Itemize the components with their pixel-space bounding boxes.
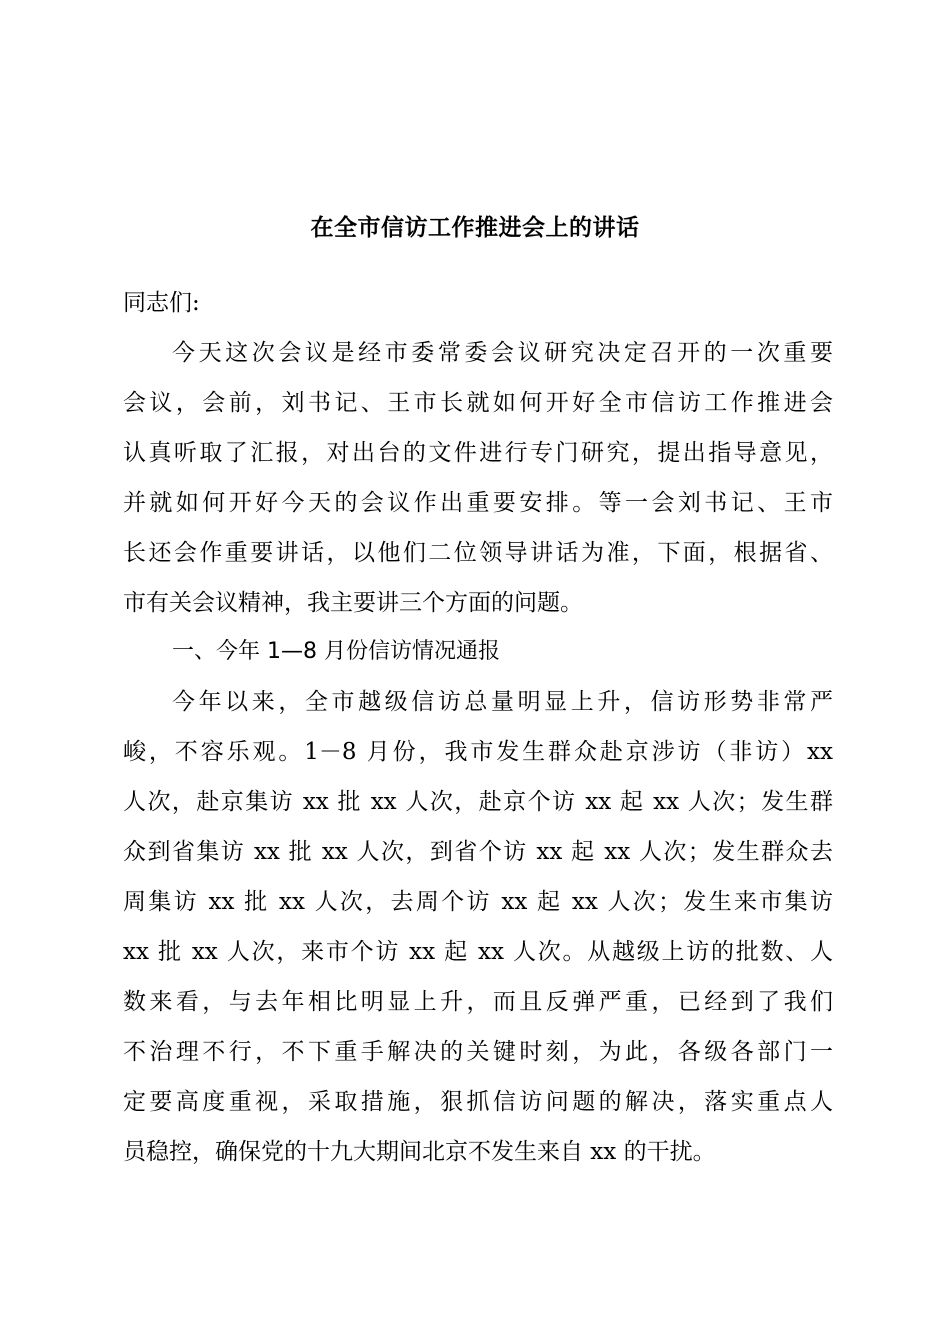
paragraph-1-line-2: 会议，会前，刘书记、王市长就如何开好全市信访工作推进会 — [123, 390, 833, 416]
document-title: 在全市信访工作推进会上的讲话 — [310, 215, 640, 241]
paragraph-2-line-9: 定要高度重视，采取措施，狠抓信访问题的解决，落实重点人 — [123, 1089, 833, 1115]
paragraph-2-line-10: 员稳控，确保党的十九大期间北京不发生来自 xx 的干扰。 — [123, 1139, 716, 1165]
paragraph-2-line-1: 今年以来，全市越级信访总量明显上升，信访形势非常严 — [172, 689, 833, 715]
paragraph-1-line-1: 今天这次会议是经市委常委会议研究决定召开的一次重要 — [172, 340, 833, 366]
paragraph-2-line-6: xx 批 xx 人次，来市个访 xx 起 xx 人次。从越级上访的批数、人 — [123, 939, 833, 965]
section-1-heading: 一、今年 1—8 月份信访情况通报 — [172, 639, 500, 664]
salutation: 同志们: — [123, 290, 200, 316]
paragraph-2-line-4: 众到省集访 xx 批 xx 人次，到省个访 xx 起 xx 人次；发生群众去 — [123, 839, 833, 865]
paragraph-1-line-5: 长还会作重要讲话，以他们二位领导讲话为准，下面，根据省、 — [123, 540, 833, 566]
paragraph-1-line-3: 认真听取了汇报，对出台的文件进行专门研究，提出指导意见， — [123, 440, 833, 466]
paragraph-1-line-6: 市有关会议精神，我主要讲三个方面的问题。 — [123, 590, 583, 616]
paragraph-2-line-3: 人次，赴京集访 xx 批 xx 人次，赴京个访 xx 起 xx 人次；发生群 — [123, 789, 833, 815]
paragraph-2-line-7: 数来看，与去年相比明显上升，而且反弹严重，已经到了我们 — [123, 989, 833, 1015]
paragraph-2-line-8: 不治理不行，不下重手解决的关键时刻，为此，各级各部门一 — [123, 1039, 833, 1065]
paragraph-2-line-2: 峻，不容乐观。1－8 月份，我市发生群众赴京涉访（非访）xx — [123, 739, 833, 765]
paragraph-2-line-5: 周集访 xx 批 xx 人次，去周个访 xx 起 xx 人次；发生来市集访 — [123, 889, 833, 915]
paragraph-1-line-4: 并就如何开好今天的会议作出重要安排。等一会刘书记、王市 — [123, 490, 833, 516]
